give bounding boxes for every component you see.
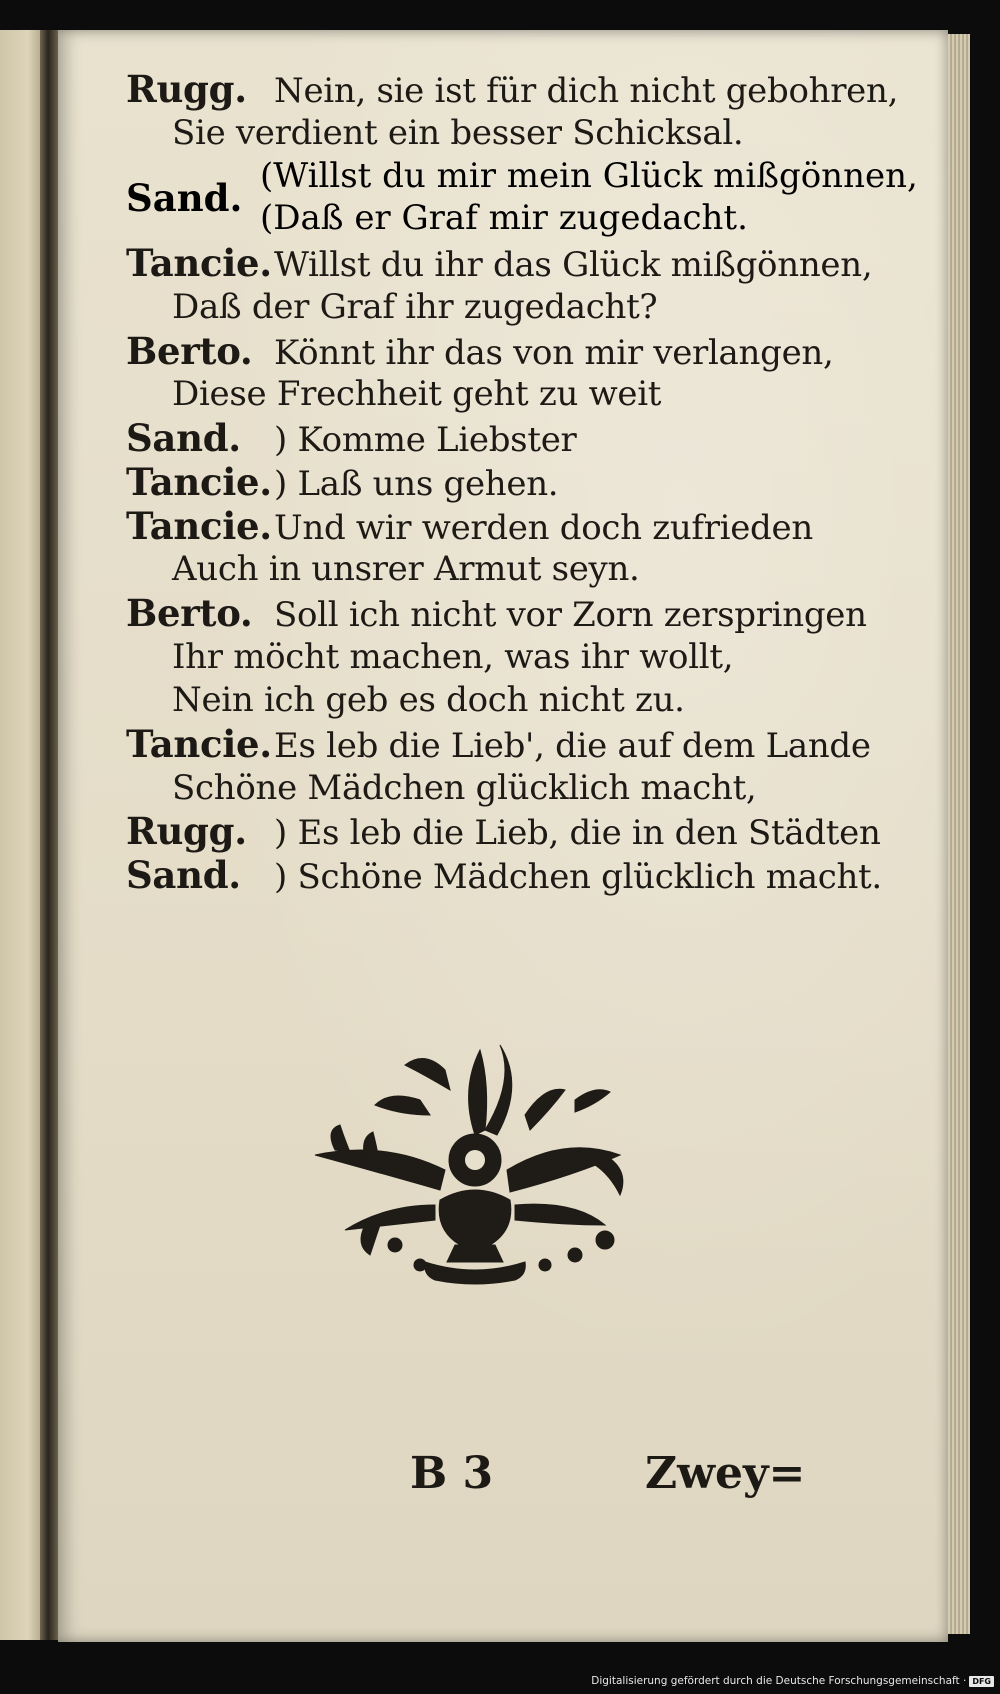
line-text: Nein, sie ist für dich nicht gebohren, (274, 71, 899, 111)
credit-text: Digitalisierung gefördert durch die Deutsche Forschungsgemeinschaft · (591, 1675, 967, 1687)
facing-page-edge (0, 30, 40, 1640)
line-text: ) Laß uns gehen. (274, 463, 559, 504)
speaker-name: Tancie. (126, 721, 272, 766)
catchword: Zwey= (645, 1448, 806, 1499)
dialogue-line (126, 417, 866, 461)
dialogue-line (126, 373, 866, 417)
dialogue-line (126, 67, 899, 112)
speaker-name: Sand. (126, 416, 241, 461)
dialogue-line (126, 461, 866, 505)
signature-mark: B 3 (410, 1448, 494, 1499)
dialogue-line-split (126, 155, 918, 242)
line-text: Es leb die Lieb', die auf dem Lande (274, 725, 871, 766)
book-gutter (40, 30, 58, 1640)
line-text: ) Schöne Mädchen glücklich macht. (274, 857, 882, 897)
line-text: ) Es leb die Lieb, die in den Städten (274, 813, 881, 854)
dialogue-line (126, 636, 866, 680)
speaker-name: Tancie. (126, 503, 272, 548)
line-text: Und wir werden doch zufrieden (274, 507, 813, 548)
dialogue-line (126, 767, 866, 811)
dfg-logo: DFG (969, 1676, 994, 1687)
dialogue-line (126, 330, 866, 374)
line-text: Ihr möcht machen, was ihr wollt, (172, 636, 734, 677)
line-text: Diese Frechheit geht zu weit (172, 374, 662, 415)
dialogue-line (126, 592, 866, 636)
dialogue-line (126, 241, 873, 286)
dialogue-line (126, 112, 866, 156)
digitization-credit (591, 1675, 994, 1687)
line-text: Nein ich geb es doch nicht zu. (172, 680, 685, 721)
line-text: Daß der Graf ihr zugedacht? (172, 287, 658, 328)
line-text: Schöne Mädchen glücklich macht, (172, 767, 757, 808)
speaker-name: Tancie. (126, 459, 272, 504)
speaker-name: Sand. (126, 853, 241, 897)
line-text: Auch in unsrer Armut seyn. (172, 549, 640, 590)
line-text: Willst du ihr das Glück mißgönnen, (274, 245, 873, 286)
dialogue-line (126, 679, 866, 723)
dialogue-line (126, 853, 882, 898)
dialogue-text-block (126, 67, 918, 898)
speaker-name: Sand. (126, 176, 243, 221)
floral-vignette-icon (275, 1030, 675, 1300)
dialogue-line (126, 721, 871, 767)
line-text: (Willst du mir mein Glück mißgönnen, (260, 156, 918, 197)
speaker-name: Berto. (126, 590, 253, 635)
dialogue-line (126, 505, 866, 549)
speaker-name: Berto. (126, 328, 253, 373)
line-text: ) Komme Liebster (274, 420, 577, 461)
speaker-name: Rugg. (126, 809, 247, 854)
line-text: Soll ich nicht vor Zorn zerspringen (274, 594, 867, 635)
speaker-name: Rugg. (126, 67, 247, 111)
dialogue-line (126, 286, 866, 330)
page-block-edge (948, 34, 970, 1634)
line-text: Könnt ihr das von mir verlangen, (274, 332, 834, 373)
line-text: Sie verdient ein besser Schicksal. (172, 112, 744, 153)
dialogue-line (126, 809, 881, 854)
speaker-name: Tancie. (126, 241, 272, 286)
dialogue-line (126, 548, 866, 592)
line-text: (Daß er Graf mir zugedacht. (260, 198, 748, 239)
